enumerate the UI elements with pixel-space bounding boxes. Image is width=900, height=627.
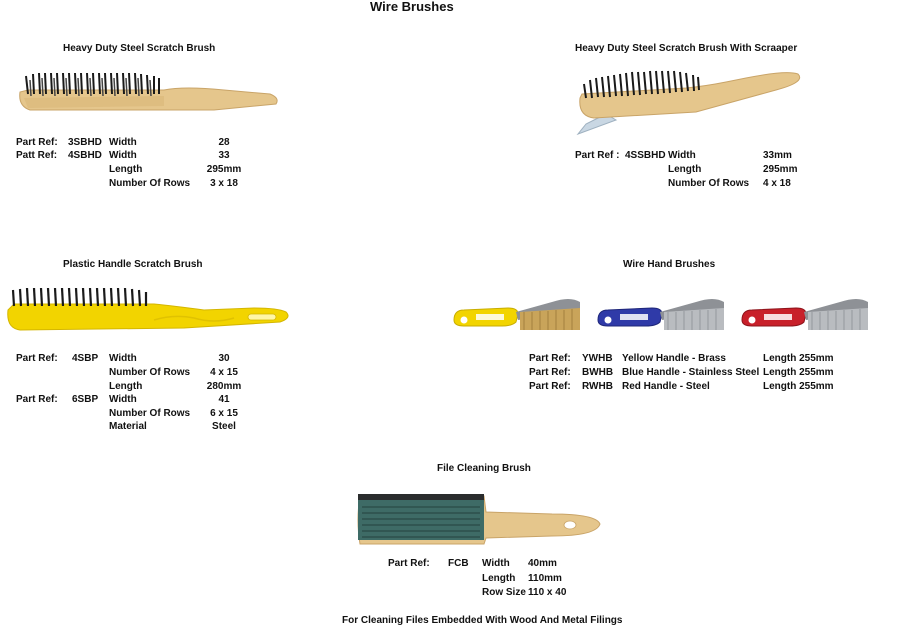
hb-row2-desc: Blue Handle - Stainless Steel: [622, 367, 760, 378]
scraper-heading: Heavy Duty Steel Scratch Brush With Scraaper: [575, 43, 798, 54]
pl-row1-attr: Width: [109, 353, 137, 364]
plastic-brush-image: [4, 284, 292, 336]
fc-row1-label: Part Ref:: [388, 558, 430, 569]
file-cleaning-heading: File Cleaning Brush: [437, 463, 531, 474]
sc-row2-attr: Length: [668, 164, 702, 175]
pl-row5-attr: Number Of Rows: [109, 408, 191, 419]
hb-row1-label: Part Ref:: [529, 353, 571, 364]
heavy-duty-brush-image: [14, 70, 280, 120]
pl-row1-code: 4SBP: [72, 353, 99, 364]
file-cleaning-footer: For Cleaning Files Embedded With Wood And Metal Filings: [342, 615, 623, 626]
pl-row4-label: Part Ref:: [16, 394, 58, 405]
hd-row1-code: 3SBHD: [68, 137, 102, 148]
pl-row4-code: 6SBP: [72, 394, 99, 405]
pl-row1-value: 30: [218, 353, 230, 364]
pl-row2-value: 4 x 15: [210, 367, 238, 378]
fc-row3-value: 110 x 40: [528, 587, 567, 598]
sc-row1-value: 33mm: [763, 150, 792, 161]
sc-row3-value: 4 x 18: [763, 178, 791, 189]
sc-row1-attr: Width: [668, 150, 696, 161]
pl-row3-value: 280mm: [206, 381, 242, 392]
pl-row6-value: Steel: [212, 421, 236, 432]
scraper-brush-image: [576, 68, 808, 138]
hd-row2-value: 33: [218, 150, 230, 161]
fc-row1-code: FCB: [448, 558, 469, 569]
fc-row3-attr: Row Size: [482, 587, 526, 598]
plastic-heading: Plastic Handle Scratch Brush: [63, 259, 203, 270]
sc-row3-attr: Number Of Rows: [668, 178, 750, 189]
pl-row4-value: 41: [218, 394, 230, 405]
pl-row2-attr: Number Of Rows: [109, 367, 191, 378]
hd-row4-attr: Number Of Rows: [109, 178, 191, 189]
fc-row1-attr: Width: [482, 558, 510, 569]
hd-row2-code: 4SBHD: [68, 150, 102, 161]
sc-row1-label: Part Ref :: [575, 150, 620, 161]
hb-row2-length: Length 255mm: [763, 367, 834, 378]
page-title: Wire Brushes: [370, 0, 454, 14]
hb-row1-desc: Yellow Handle - Brass: [622, 353, 726, 364]
heavy-duty-heading: Heavy Duty Steel Scratch Brush: [63, 43, 216, 54]
hd-row2-label: Patt Ref:: [16, 150, 58, 161]
hd-row1-label: Part Ref:: [16, 137, 58, 148]
hb-row1-code: YWHB: [582, 353, 613, 364]
hb-row2-code: BWHB: [582, 367, 614, 378]
pl-row5-value: 6 x 15: [210, 408, 238, 419]
hand-brushes-heading: Wire Hand Brushes: [623, 259, 716, 270]
hb-row3-label: Part Ref:: [529, 381, 571, 392]
pl-row3-attr: Length: [109, 381, 143, 392]
hd-row2-attr: Width: [109, 150, 137, 161]
hb-row3-length: Length 255mm: [763, 381, 834, 392]
sc-row1-code: 4SSBHD: [625, 150, 666, 161]
hand-brushes-image: [452, 290, 876, 334]
pl-row6-attr: Material: [109, 421, 147, 432]
sc-row2-value: 295mm: [763, 164, 798, 175]
fc-row2-attr: Length: [482, 573, 516, 584]
file-cleaning-brush-image: [356, 492, 606, 548]
fc-row2-value: 110mm: [528, 573, 562, 584]
hb-row1-length: Length 255mm: [763, 353, 834, 364]
hd-row3-attr: Length: [109, 164, 143, 175]
pl-row4-attr: Width: [109, 394, 137, 405]
hd-row4-value: 3 x 18: [210, 178, 238, 189]
hb-row3-code: RWHB: [582, 381, 613, 392]
hb-row3-desc: Red Handle - Steel: [622, 381, 710, 392]
hb-row2-label: Part Ref:: [529, 367, 571, 378]
hd-row1-attr: Width: [109, 137, 137, 148]
hd-row1-value: 28: [218, 137, 230, 148]
pl-row1-label: Part Ref:: [16, 353, 58, 364]
hd-row3-value: 295mm: [206, 164, 242, 175]
fc-row1-value: 40mm: [528, 558, 557, 569]
